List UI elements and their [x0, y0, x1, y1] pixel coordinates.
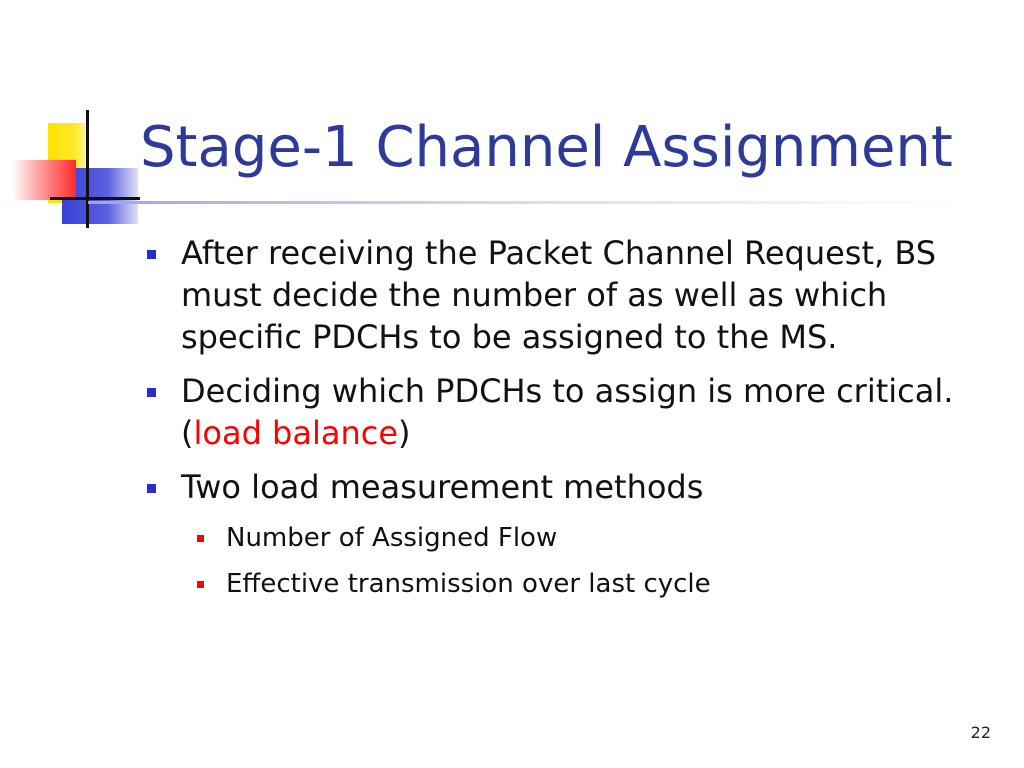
slide-title: Stage-1 Channel Assignment — [140, 115, 953, 180]
square-bullet-icon — [147, 250, 156, 259]
sub-bullet-item — [140, 520, 990, 556]
bullet-item — [140, 466, 990, 508]
logo-horizontal-line — [50, 197, 140, 200]
square-sub-bullet-icon — [197, 535, 204, 542]
bullet-item — [140, 232, 990, 358]
highlight-text: load balance — [193, 414, 399, 452]
square-sub-bullet-icon — [197, 581, 204, 588]
bullet-text-end: ) — [398, 414, 411, 452]
sub-bullet-text: Number of Assigned Flow — [226, 523, 558, 553]
slide-logo-decoration — [0, 0, 160, 240]
bullet-text: After receiving the Packet Channel Request, BS must decide the number of as well as which specific PDCHs to be assigned to the MS. — [181, 234, 937, 356]
slide-body — [140, 232, 990, 612]
page-number: 22 — [970, 723, 991, 742]
title-underline-rule — [88, 201, 968, 204]
square-bullet-icon — [147, 388, 156, 397]
bullet-item — [140, 370, 990, 454]
sub-bullet-item — [140, 566, 990, 602]
logo-vertical-line — [86, 110, 89, 228]
sub-bullet-text: Effective transmission over last cycle — [226, 569, 711, 599]
bullet-text: Deciding which PDCHs to assign is more critical. ( — [181, 372, 954, 452]
logo-red-square — [12, 160, 76, 200]
bullet-text: Two load measurement methods — [181, 468, 704, 506]
square-bullet-icon — [147, 484, 156, 493]
